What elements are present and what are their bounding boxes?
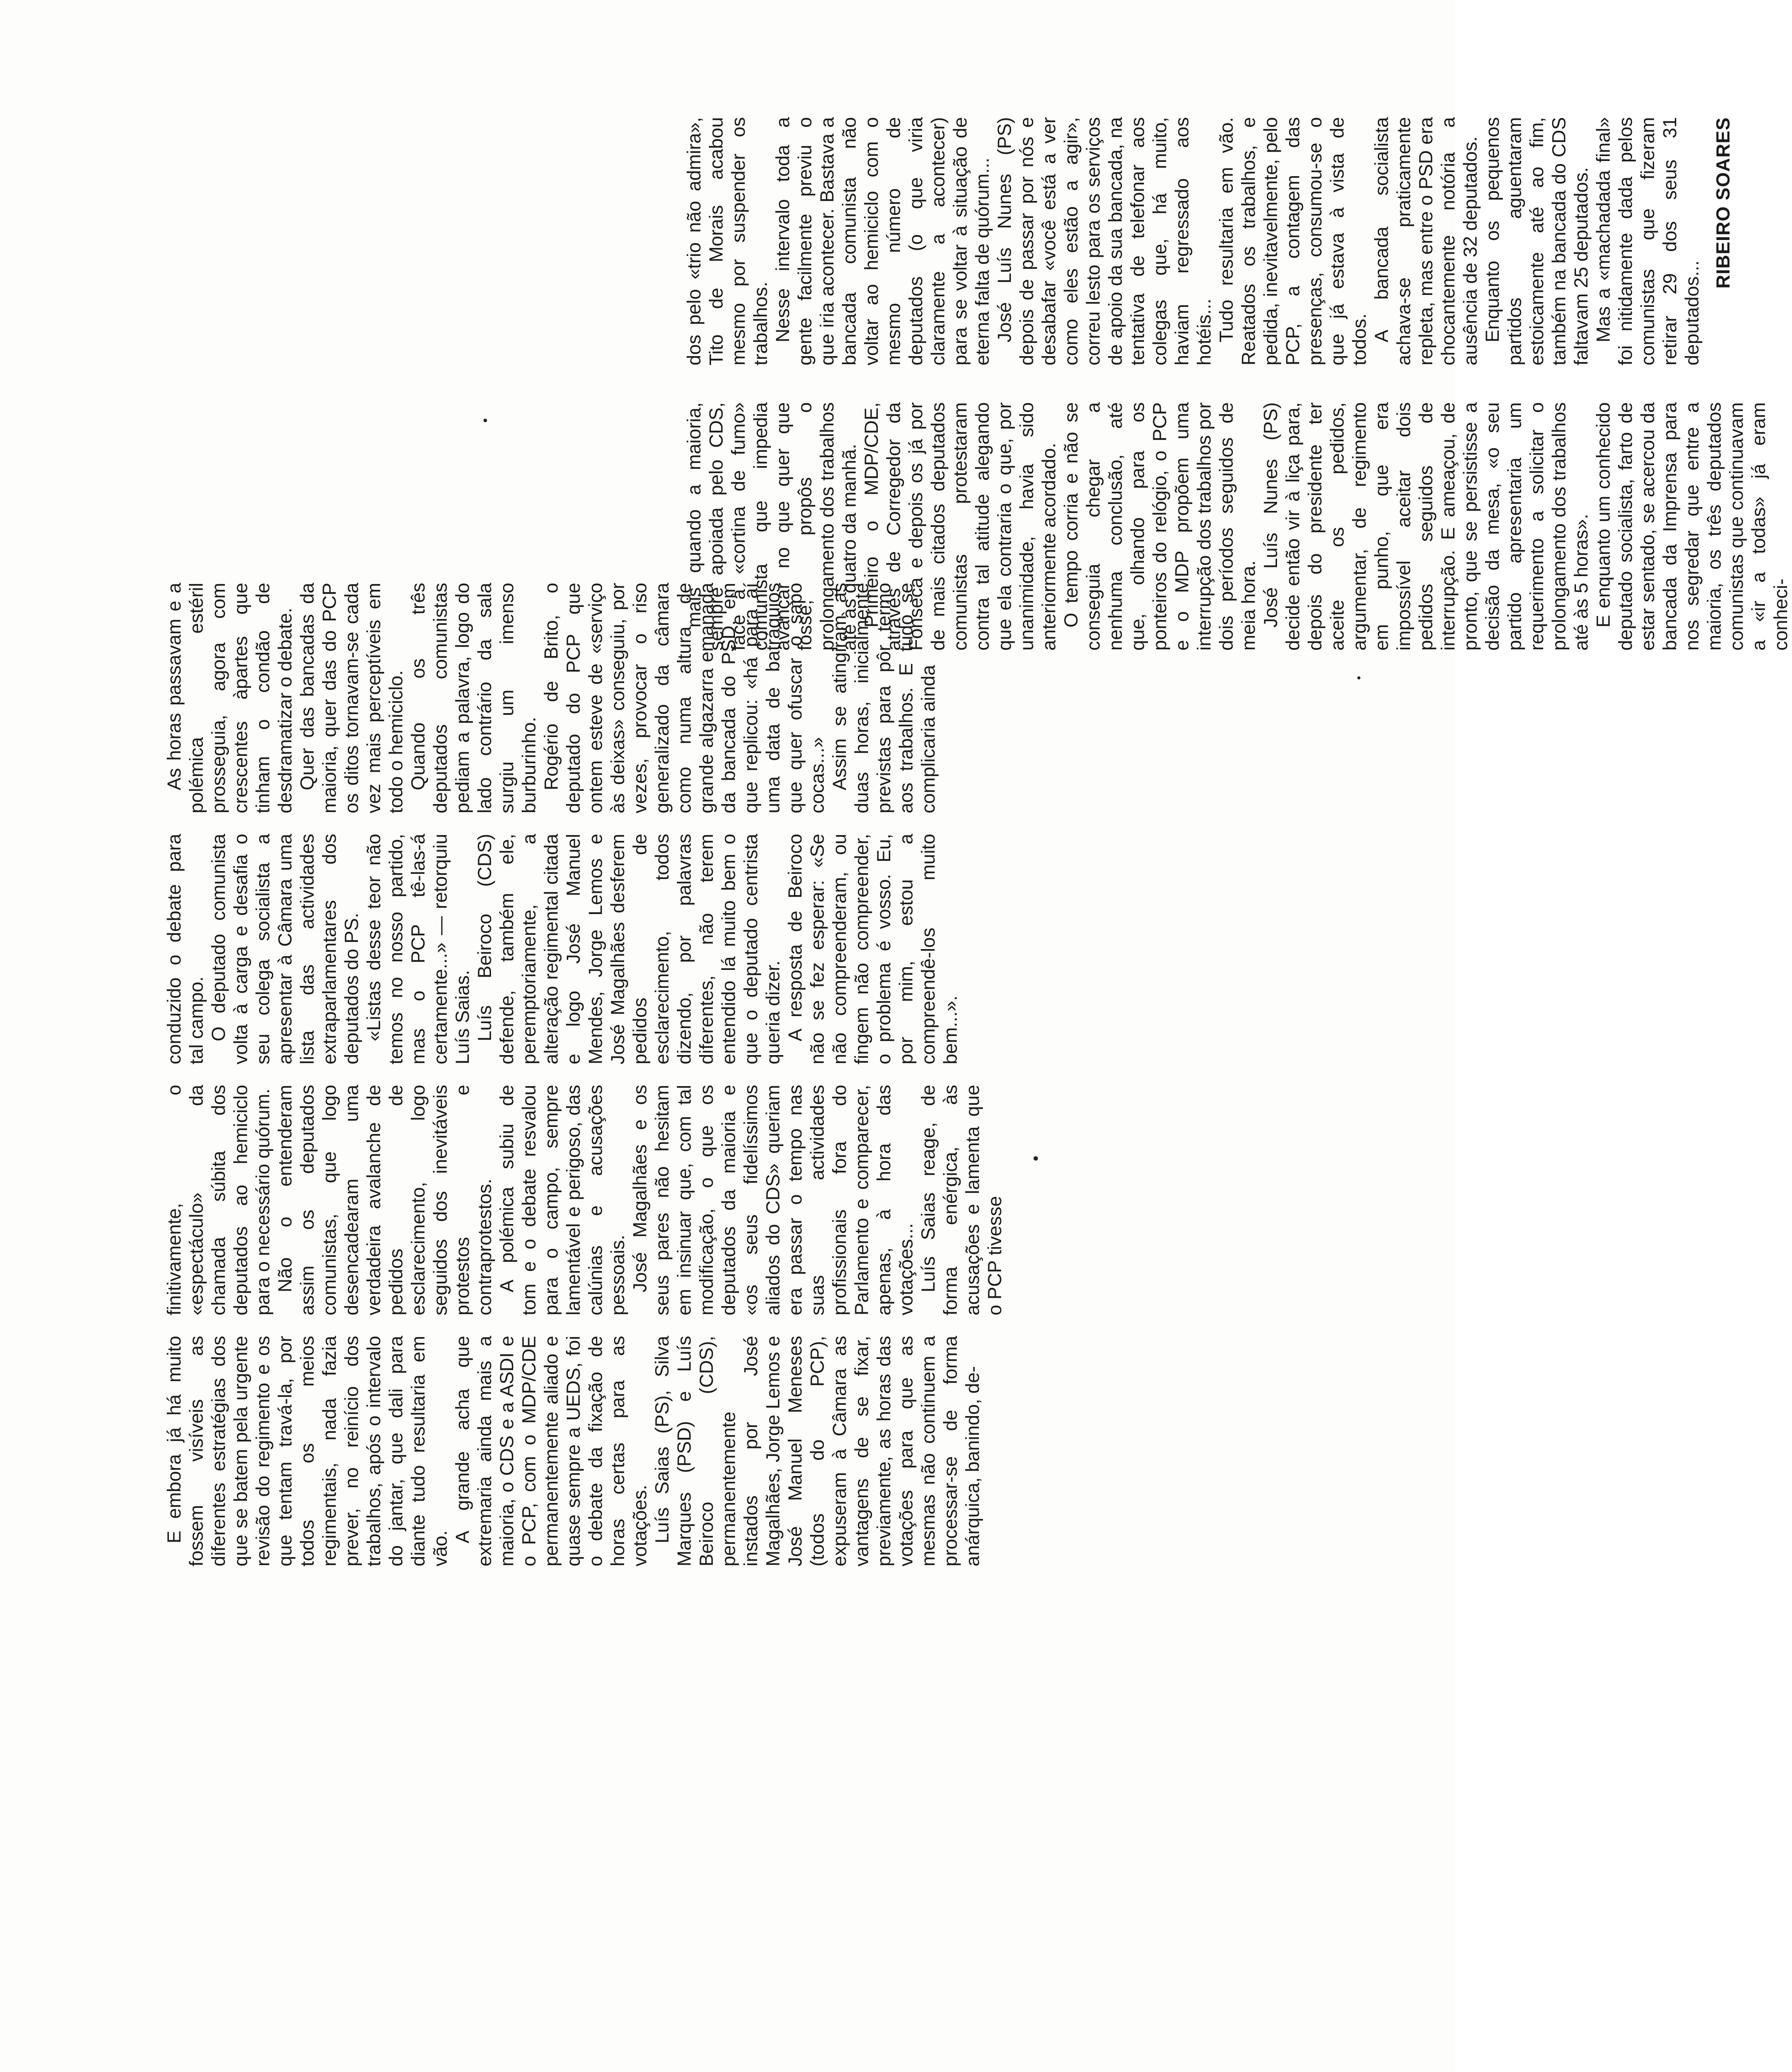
author-byline: RIBEIRO SOARES: [1713, 117, 1734, 289]
ink-speck: [1034, 1156, 1038, 1161]
article-column-5: [683, 402, 1792, 651]
article-paragraph: Tudo resultaria em vão. Reatados os trabalhos, e pedida, inevitavelmente, pelo PCP, a contagem das presenças, consumou-se o que já estava à vista de todos.: [1216, 117, 1370, 365]
article-paragraph: Luís Saias (PS), Silva Marques (PSD) e Luís Beiroco (CDS), permanentemente instados por José Magalhães, Jorge Lemos e José Manuel Meneses (todos do PCP), expuseram à Câmara as vantagens de se fixar, previamente, as horas das votações para que as mesmas não continuem a processar-se de forma anárquica, banindo, de-: [652, 1336, 983, 1566]
article-paragraph: As horas passavam e a polémica estéril prosseguia, agora com crescentes àpartes que tinham o condão de desdramatizar o debate.: [164, 583, 296, 813]
article-paragraph: José Magalhães e os seus pares não hesitam em insinuar que, com tal modificação, o que os deputados da maioria e «os seus fidelíssimos aliados do CDS» queriam era passar o tempo nas suas actividades profissionais fora do Parlamento e comparecer, apenas, à hora das votações...: [629, 1085, 917, 1315]
article-paragraph: José Luís Nunes (PS) decide então vir à liça para, depois do presidente ter aceite os pedidos, argumentar, de regimento em punho, que era impossível aceitar dois pedidos seguidos de interrupção. E ameaçou, de pronto, que se persistisse a decisão da mesa, «o seu partido apresentaria um requerimento a solicitar o prolongamento dos trabalhos até às 5 horas».: [1260, 402, 1592, 651]
article-paragraph: Primeiro o MDP/CDE, através de Corregedor da Fonseca e depois os já por de mais citados deputados comunistas protestaram contra tal atitude alegando que ela contraria o que, por unanimidade, havia sido anteriormente acordado.: [861, 402, 1060, 651]
article-paragraph: A grande acha que extremaria ainda mais a maioria, o CDS e a ASDI e o PCP, com o MDP/CDE permanentemente aliado e quase sempre a UEDS, foi o debate da fixação de horas certas para as votações.: [452, 1336, 651, 1566]
article-paragraph: O tempo corria e não se conseguia chegar a nenhuma conclusão, até que, olhando para os ponteiros do relógio, o PCP e o MDP propõem uma interrupção dos trabalhos por dois períodos seguidos de meia hora.: [1061, 402, 1259, 651]
article-paragraph: E enquanto um conhecido deputado socialista, farto de estar sentado, se acercou da bancada da Imprensa para nos segredar que entre a maioria, os três deputados comunistas que continuavam a «ir a todas» já eram conheci-: [1593, 402, 1792, 651]
article-paragraph: «Listas desse teor não temos no nosso partido, mas o PCP tê-las-á certamente...» — retorquiu Luís Saias.: [363, 834, 473, 1064]
article-column-4: [163, 583, 939, 813]
article-paragraph: Luís Saias reage, de forma enérgica, às acusações e lamenta que o PCP tivesse: [918, 1085, 1006, 1315]
article-paragraph: O deputado comunista volta à carga e desafia o seu colega socialista a apresentar à Câmara uma lista das actividades extraparlamentares dos deputados do PS.: [208, 834, 362, 1064]
article-paragraph: conduzido o debate para tal campo.: [164, 834, 207, 1064]
article-paragraph: Assim se atingiram as duas horas, inicialmente previstas para pôr termo aos trabalhos. E tudo se complicaria ainda: [829, 583, 939, 813]
article-paragraph: mais quando a maioria, sempre apoiada pelo CDS, face à «cortina de fumo» comunista que impedia avançar no que quer que fosse, propôs o prolongamento dos trabalhos até às quatro da manhã.: [684, 402, 860, 651]
article-paragraph: Não o entenderam assim os deputados comunistas, que logo desencadearam uma verdadeira avalanche de pedidos de esclarecimento, logo seguidos dos inevitáveis protestos e contraprotestos.: [275, 1085, 495, 1315]
article-paragraph: A polémica subiu de tom e o debate resvalou para o campo, sempre lamentável e perigoso, das calúnias e acusações pessoais.: [496, 1085, 629, 1315]
article-column-3: [163, 834, 961, 1064]
article-paragraph: dos pelo «trio não admira», Tito de Morais acabou mesmo por suspender os trabalhos.: [684, 117, 771, 365]
article-paragraph: Quer das bancadas da maioria, quer das do PCP os ditos tornavam-se cada vez mais perceptíveis em todo o hemiciclo.: [297, 583, 407, 813]
article-paragraph: Quando os três deputados comunistas pediam a palavra, logo do lado contrário da sala surgiu um imenso burburinho.: [408, 583, 540, 813]
article-paragraph: Rogério de Brito, o deputado do PCP que ontem esteve de «serviço às deixas» conseguiu, por vezes, provocar o riso generalizado da câmara como numa altura de grande algazarra emanada da bancada do PSD, em que replicou: «há para aí uma data de batráquios que quer ofuscar o sapo cocas...»: [541, 583, 828, 813]
article-paragraph: A resposta de Beiroco não se fez esperar: «Se não compreenderam, ou fingem não compreender, o problema é vosso. Eu, por mim, estou a compreendê-los muito bem...».: [785, 834, 961, 1064]
article-paragraph: José Luís Nunes (PS) depois de passar por nós e desabafar «você está a ver como eles estão a agir», correu lesto para os serviços de apoio da sua bancada, na tentativa de telefonar aos colegas que, há muito, haviam regressado aos hotéis...: [994, 117, 1215, 365]
article-paragraph: finitivamente, o «espectáculo» da chamada súbita dos deputados ao hemiciclo para o necessário quórum.: [164, 1085, 274, 1315]
article-column-6: [683, 117, 1734, 365]
article-paragraph: Mas a «machadada final» foi nitidamente dada pelos comunistas que fizeram retirar 29 dos seus 31 deputados...: [1593, 117, 1703, 365]
ink-speck: [1357, 676, 1360, 679]
article-paragraph: Nesse intervalo toda a gente facilmente previu o que iria acontecer. Bastava a bancada comunista não voltar ao hemiciclo com o mesmo número de deputados (o que viria claramente a acontecer) para se voltar à situação de eterna falta de quórum...: [772, 117, 993, 365]
article-column-2: [163, 1085, 1006, 1315]
article-paragraph: Luís Beiroco (CDS) defende, também ele, peremptoriamente, a alteração regimental citada e logo José Manuel Mendes, Jorge Lemos e José Magalhães desferem pedidos de esclarecimento, todos dizendo, por palavras diferentes, não terem entendido lá muito bem o que o deputado centrista queria dizer.: [474, 834, 784, 1064]
article-column-1: [163, 1336, 983, 1566]
ink-speck: [483, 419, 487, 422]
article-paragraph: Enquanto os pequenos partidos aguentaram estoicamente até ao fim, também na bancada do CDS faltavam 25 deputados.: [1482, 117, 1592, 365]
article-paragraph: A bancada socialista achava-se praticamente repleta, mas entre o PSD era chocantemente notória a ausência de 32 deputados.: [1371, 117, 1481, 365]
article-paragraph: E embora já há muito fossem visíveis as diferentes estratégias dos que se batem pela urgente revisão do regimento e os que tentam travá-la, por todos os meios regimentais, nada fazia prever, no reinício dos trabalhos, após o intervalo do jantar, que dali para diante tudo resultaria em vão.: [164, 1336, 451, 1566]
